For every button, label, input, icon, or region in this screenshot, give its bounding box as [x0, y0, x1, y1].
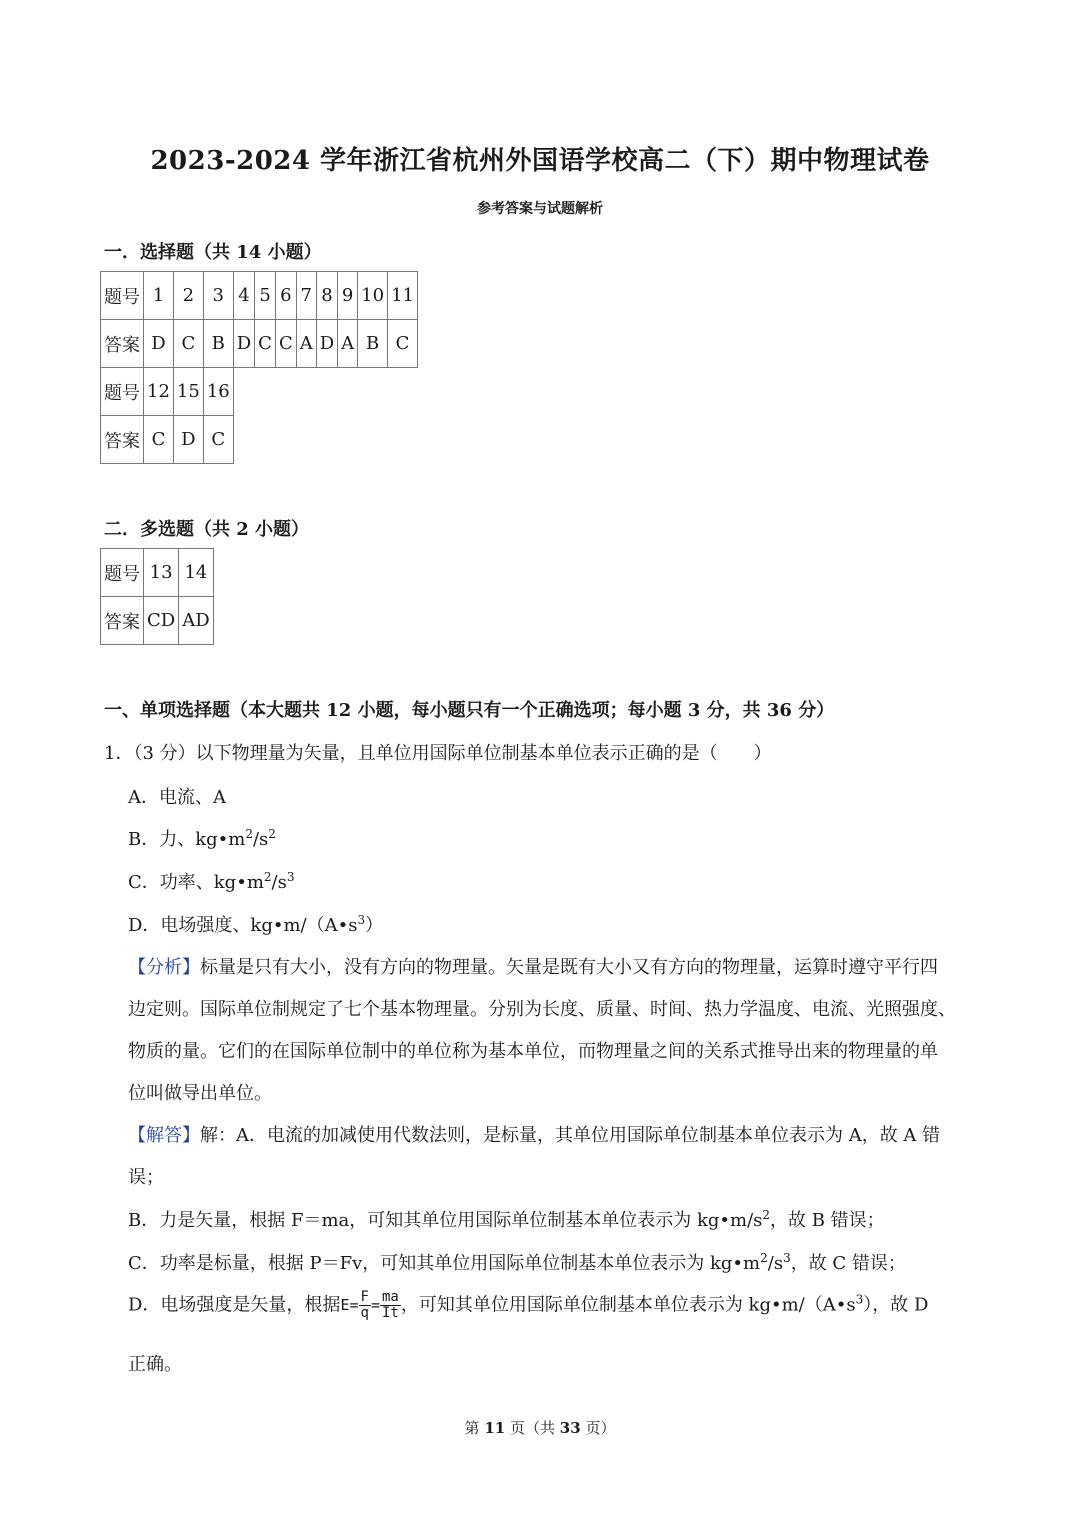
row-label-answer: 答案: [101, 416, 144, 464]
question-number-cell: 14: [179, 549, 213, 597]
question-number-cell: 10: [358, 272, 388, 320]
answer-cell: D: [316, 320, 337, 368]
question-number-cell: 7: [296, 272, 316, 320]
option-b: B．力、$kg•m^2/s^2$: [128, 827, 276, 850]
analysis-tag: 【分析】: [128, 957, 200, 978]
section1-heading: 一．选择题（共 14 小题）: [104, 242, 322, 263]
question-number-cell: 12: [144, 368, 174, 416]
answer-cell: A: [338, 320, 358, 368]
question-number-cell: 2: [173, 272, 203, 320]
row-label-answer: 答案: [101, 597, 144, 645]
solution-tag: 【解答】: [128, 1125, 200, 1146]
answer-cell: D: [233, 320, 254, 368]
answer-cell: AD: [179, 597, 213, 645]
solution-line: 误；: [128, 1167, 164, 1188]
solution-line-b: B．力是矢量，根据 F＝ma，可知其单位用国际单位制基本单位表示为 $kg•m/s^2$，故 B 错误；: [128, 1208, 885, 1231]
page-subtitle: 参考答案与试题解析: [477, 201, 603, 217]
analysis-line: 边定则。国际单位制规定了七个基本物理量。分别为长度、质量、时间、热力学温度、电流、光照强度、: [128, 999, 956, 1020]
question-stem: 1．（3 分）以下物理量为矢量，且单位用国际单位制基本单位表示正确的是（ ）: [104, 743, 772, 764]
answer-cell: C: [144, 416, 174, 464]
page-total: 33: [559, 1419, 581, 1437]
analysis-line: 物质的量。它们的在国际单位制中的单位称为基本单位，而物理量之间的关系式推导出来的物理量的单: [128, 1041, 938, 1062]
answer-cell: C: [388, 320, 418, 368]
question-number-cell: 1: [144, 272, 174, 320]
question-number-cell: 5: [255, 272, 276, 320]
page-footer: 第 11 页（共 33 页）: [464, 1419, 616, 1437]
formula: E= $\frac{F}{q}$ = $\frac{ma}{It}$: [340, 1289, 399, 1321]
analysis-line: 【分析】标量是只有大小，没有方向的物理量。矢量是既有大小又有方向的物理量，运算时遵守平行四: [128, 957, 938, 978]
answer-cell: A: [296, 320, 316, 368]
answer-cell: B: [203, 320, 233, 368]
answer-table-1: [100, 271, 418, 464]
answer-cell: C: [255, 320, 276, 368]
solution-line: 【解答】解：A．电流的加减使用代数法则，是标量，其单位用国际单位制基本单位表示为 A，故 A 错: [128, 1125, 941, 1146]
question-number-cell: 16: [203, 368, 233, 416]
table-row-numbers: [101, 368, 418, 416]
table-row-numbers: [101, 272, 418, 320]
question-number-cell: 4: [233, 272, 254, 320]
row-label-answer: 答案: [101, 320, 144, 368]
answer-cell: CD: [144, 597, 179, 645]
table-row-answers: [101, 416, 418, 464]
option-a: A．电流、A: [128, 787, 226, 808]
row-label-question: 题号: [101, 549, 144, 597]
table-row-answers: [101, 597, 214, 645]
option-d: D．电场强度、$kg•m/(A•s^3)$: [128, 913, 384, 936]
answer-cell: C: [203, 416, 233, 464]
table-row-answers: [101, 320, 418, 368]
answer-cell: D: [173, 416, 203, 464]
page-title: 2023-2024 学年浙江省杭州外国语学校高二（下）期中物理试卷: [150, 146, 930, 176]
answer-cell: B: [358, 320, 388, 368]
question-number-cell: 13: [144, 549, 179, 597]
answer-cell: C: [275, 320, 296, 368]
page-number: 11: [484, 1419, 506, 1437]
answer-cell: C: [173, 320, 203, 368]
answer-cell: D: [144, 320, 174, 368]
solution-line: 正确。: [128, 1354, 182, 1375]
option-c: C．功率、$kg•m^2/s^3$: [128, 870, 295, 893]
row-label-question: 题号: [101, 368, 144, 416]
analysis-line: 位叫做导出单位。: [128, 1083, 272, 1104]
table-row-numbers: [101, 549, 214, 597]
question-number-cell: 9: [338, 272, 358, 320]
section2-heading: 二．多选题（共 2 小题）: [104, 519, 310, 540]
question-number-cell: 15: [173, 368, 203, 416]
solution-line-c: C．功率是标量，根据 P＝Fv，可知其单位用国际单位制基本单位表示为 $kg•m^2/s^3$，故 C 错误；: [128, 1251, 906, 1274]
question-number-cell: 8: [316, 272, 337, 320]
question-number-cell: 11: [388, 272, 418, 320]
question-number-cell: 3: [203, 272, 233, 320]
row-label-question: 题号: [101, 272, 144, 320]
solution-line-d: D．电场强度是矢量，根据E= $\frac{F}{q}$ = $\frac{ma}{It}$ ，可知其单位用国际单位制基本单位表示为 $kg•m/(A•s^3)$，故 D: [128, 1289, 929, 1321]
question-number-cell: 6: [275, 272, 296, 320]
part-heading: 一、单项选择题（本大题共 12 小题，每小题只有一个正确选项；每小题 3 分，共 36 分）: [104, 700, 835, 721]
answer-table-2: [100, 548, 214, 645]
